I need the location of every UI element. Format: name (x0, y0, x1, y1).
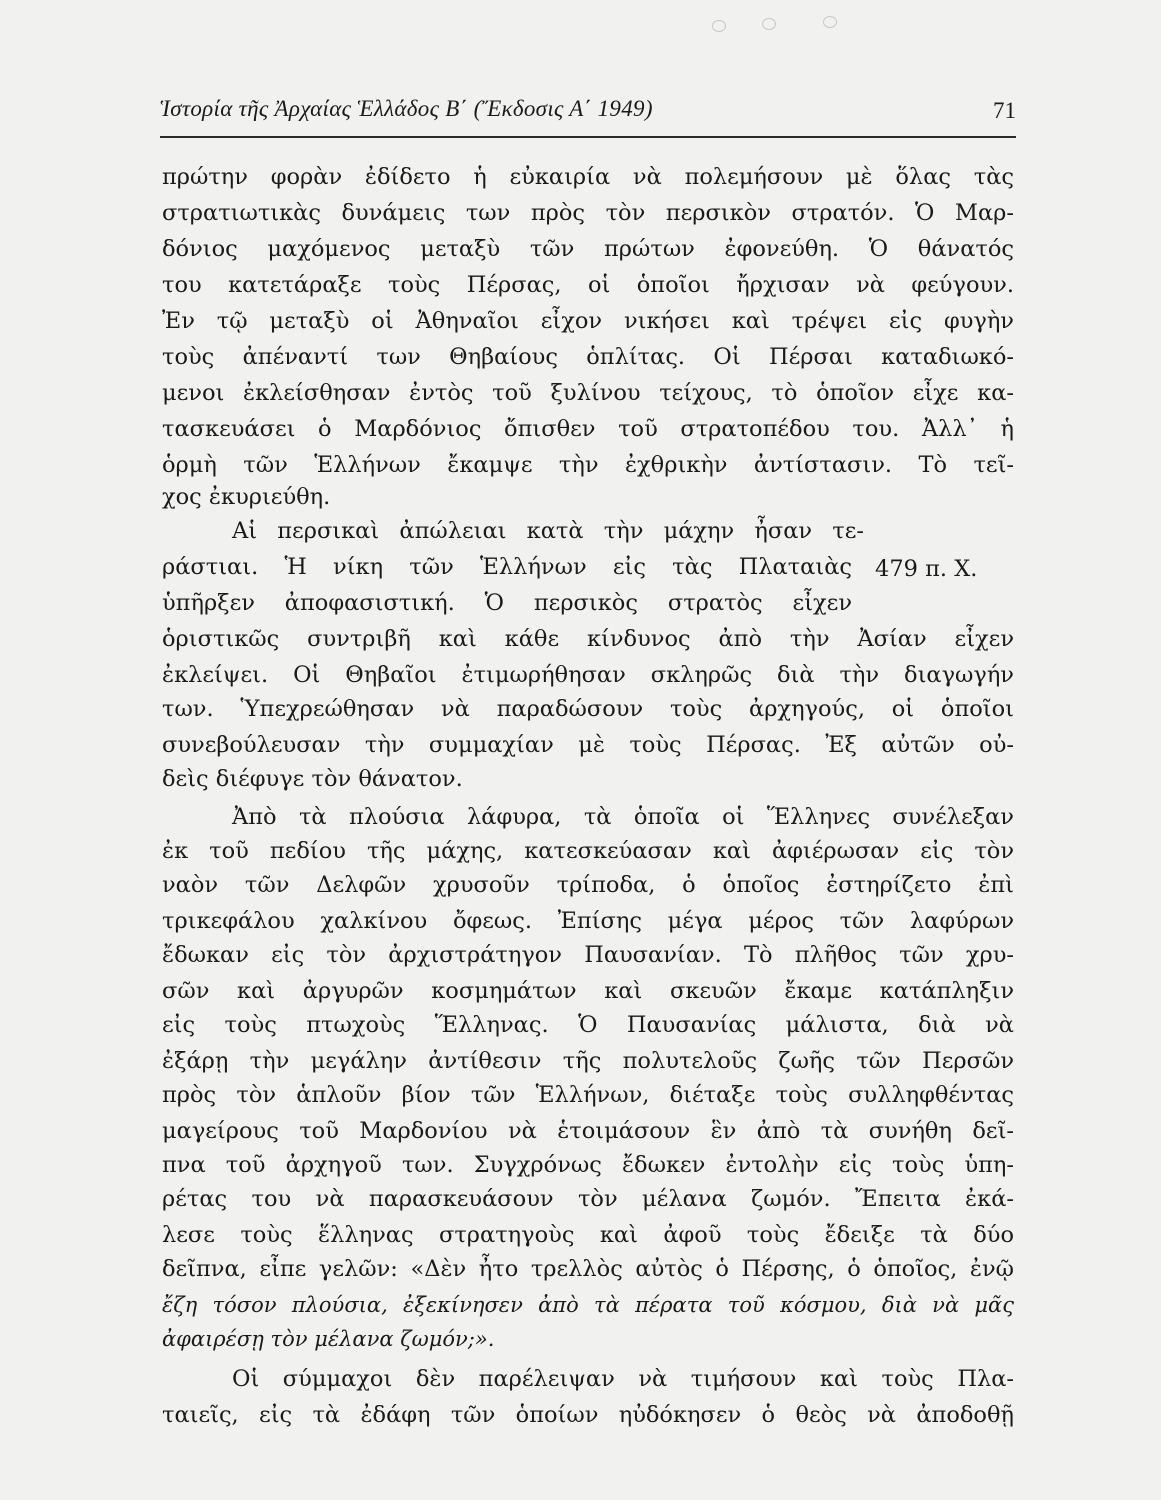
text-line: δεῖπνα, εἶπε γελῶν: «Δὲν ἦτο τρελλὸς αὐτὸς ὁ Πέρσης, ὁ ὁποῖος, ἐνῷ (162, 1256, 1014, 1282)
text-line-quote: ἔζη τόσον πλούσια, ἐξεκίνησεν ἀπὸ τὰ πέρατα τοῦ κόσμου, διὰ νὰ μᾶς (162, 1293, 1014, 1317)
text-line: στρατιωτικὰς δυνάμεις των πρὸς τὸν περσικὸν στρατόν. Ὁ Μαρ- (162, 200, 1014, 226)
text-line: ράστιαι. Ἡ νίκη τῶν Ἑλλήνων εἰς τὰς Πλαταιὰς (162, 554, 852, 580)
text-line: ἔδωκαν εἰς τὸν ἀρχιστράτηγον Παυσανίαν. Τὸ πλῆθος τῶν χρυ- (162, 942, 1014, 968)
running-header (160, 96, 1016, 136)
text-line: ἐκ τοῦ πεδίου τῆς μάχης, κατεσκεύασαν καὶ ἀφιέρωσαν εἰς τὸν (162, 838, 1014, 864)
text-line: εἰς τοὺς πτωχοὺς Ἕλληνας. Ὁ Παυσανίας μάλιστα, διὰ νὰ (162, 1012, 1014, 1038)
header-title: Ἱστορία τῆς Ἀρχαίας Ἑλλάδος Β΄ (Ἔκδοσις Α΄ 1949) (160, 96, 653, 121)
text-line: ρέτας του νὰ παρασκευάσουν τὸν μέλανα ζωμόν. Ἔπειτα ἐκά- (162, 1186, 1014, 1212)
text-line: ὁρμὴ τῶν Ἑλλήνων ἔκαμψε τὴν ἐχθρικὴν ἀντίστασιν. Τὸ τεῖ- (162, 452, 1014, 478)
text-line: ἐκλείψει. Οἱ Θηβαῖοι ἐτιμωρήθησαν σκληρῶς διὰ τὴν διαγωγήν (162, 662, 1014, 688)
text-line: συνεβούλευσαν τὴν συμμαχίαν μὲ τοὺς Πέρσας. Ἐξ αὐτῶν οὐ- (162, 732, 1014, 758)
text-line: τοὺς ἀπέναντί των Θηβαίους ὁπλίτας. Οἱ Πέρσαι καταδιωκό- (162, 344, 1014, 370)
text-line: τρικεφάλου χαλκίνου ὄφεως. Ἐπίσης μέγα μέρος τῶν λαφύρων (162, 908, 1014, 934)
paper-mark-3 (823, 16, 837, 28)
text-line-quote: ἀφαιρέσῃ τὸν μέλανα ζωμόν;». (162, 1327, 495, 1351)
text-line: Αἱ περσικαὶ ἀπώλειαι κατὰ τὴν μάχην ἦσαν τε- (232, 518, 864, 544)
page-number: 71 (993, 98, 1016, 123)
text-line: πρὸς τὸν ἁπλοῦν βίον τῶν Ἑλλήνων, διέταξε τοὺς συλληφθέντας (162, 1082, 1014, 1108)
text-line: πρώτην φορὰν ἐδίδετο ἡ εὐκαιρία νὰ πολεμήσουν μὲ ὅλας τὰς (162, 164, 1014, 190)
margin-date-note: 479 π. Χ. (875, 556, 978, 582)
text-line: δόνιος μαχόμενος μεταξὺ τῶν πρώτων ἐφονεύθη. Ὁ θάνατός (162, 236, 1014, 262)
text-line: τασκευάσει ὁ Μαρδόνιος ὄπισθεν τοῦ στρατοπέδου του. Ἀλλ᾽ ἡ (162, 416, 1014, 442)
text-line: Οἱ σύμμαχοι δὲν παρέλειψαν νὰ τιμήσουν καὶ τοὺς Πλα- (232, 1366, 1014, 1392)
text-line: των. Ὑπεχρεώθησαν νὰ παραδώσουν τοὺς ἀρχηγούς, οἱ ὁποῖοι (162, 696, 1014, 722)
text-line: του κατετάραξε τοὺς Πέρσας, οἱ ὁποῖοι ἤρχισαν νὰ φεύγουν. (162, 272, 1014, 298)
text-line: μαγείρους τοῦ Μαρδονίου νὰ ἑτοιμάσουν ἓν ἀπὸ τὰ συνήθη δεῖ- (162, 1118, 1014, 1144)
text-line: Ἀπὸ τὰ πλούσια λάφυρα, τὰ ὁποῖα οἱ Ἕλληνες συνέλεξαν (232, 804, 1014, 830)
text-line: χος ἐκυριεύθη. (162, 484, 331, 510)
text-line: ναὸν τῶν Δελφῶν χρυσοῦν τρίποδα, ὁ ὁποῖος ἐστηρίζετο ἐπὶ (162, 872, 1014, 898)
text-line: ἐξάρῃ τὴν μεγάλην ἀντίθεσιν τῆς πολυτελοῦς ζωῆς τῶν Περσῶν (162, 1048, 1014, 1074)
text-line: ταιεῖς, εἰς τὰ ἐδάφη τῶν ὁποίων ηὐδόκησεν ὁ θεὸς νὰ ἀποδοθῇ (162, 1402, 1014, 1428)
text-line: ὑπῆρξεν ἀποφασιστική. Ὁ περσικὸς στρατὸς εἶχεν (162, 590, 852, 616)
text-line: δεὶς διέφυγε τὸν θάνατον. (162, 766, 463, 792)
text-line: μενοι ἐκλείσθησαν ἐντὸς τοῦ ξυλίνου τείχους, τὸ ὁποῖον εἶχε κα- (162, 380, 1014, 406)
paper-mark-1 (712, 20, 726, 32)
header-rule (160, 136, 1016, 138)
text-line: σῶν καὶ ἀργυρῶν κοσμημάτων καὶ σκευῶν ἔκαμε κατάπληξιν (162, 978, 1014, 1004)
text-line: ὁριστικῶς συντριβῆ καὶ κάθε κίνδυνος ἀπὸ τὴν Ἀσίαν εἶχεν (162, 626, 1014, 652)
text-line: λεσε τοὺς ἕλληνας στρατηγοὺς καὶ ἀφοῦ τοὺς ἔδειξε τὰ δύο (162, 1222, 1014, 1248)
paper-mark-2 (762, 18, 776, 30)
text-line: πνα τοῦ ἀρχηγοῦ των. Συγχρόνως ἔδωκεν ἐντολὴν εἰς τοὺς ὑπη- (162, 1152, 1014, 1178)
text-line: Ἐν τῷ μεταξὺ οἱ Ἀθηναῖοι εἶχον νικήσει καὶ τρέψει εἰς φυγὴν (162, 308, 1014, 334)
